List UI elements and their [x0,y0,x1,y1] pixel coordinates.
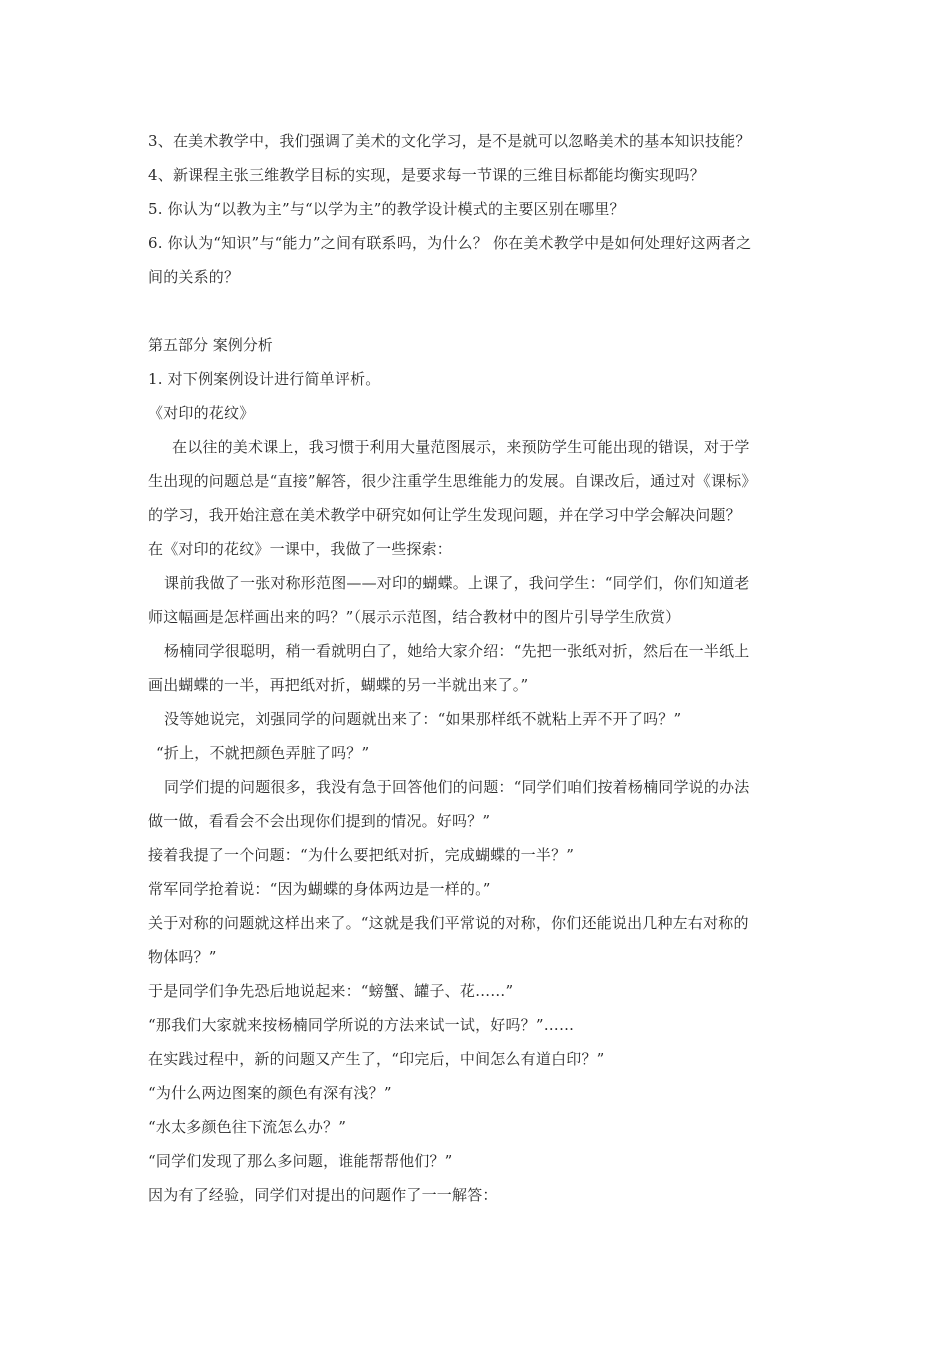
paragraph-line: 物体吗？” [148,948,217,966]
paragraph-line: 因为有了经验，同学们对提出的问题作了一一解答： [148,1186,498,1204]
paragraph-line: 同学们提的问题很多，我没有急于回答他们的问题：“同学们咱们按着杨楠同学说的办法 [164,778,750,796]
paragraph-line: “为什么两边图案的颜色有深有浅？” [148,1084,392,1102]
paragraph-line: 常军同学抢着说：“因为蝴蝶的身体两边是一样的。” [148,880,491,898]
question-5: 5. 你认为“以教为主”与“以学为主”的教学设计模式的主要区别在哪里？ [148,200,625,218]
paragraph-line: 杨楠同学很聪明，稍一看就明白了，她给大家介绍：“先把一张纸对折，然后在一半纸上 [164,642,750,660]
paragraph-line: 在实践过程中，新的问题又产生了，“印完后，中间怎么有道白印？” [148,1050,605,1068]
paragraph-line: 接着我提了一个问题：“为什么要把纸对折，完成蝴蝶的一半？” [148,846,575,864]
section-title: 第五部分 案例分析 [148,336,273,354]
question-6-line-2: 间的关系的？ [148,268,240,286]
document-content [148,124,812,1212]
paragraph-line: 生出现的问题总是“直接”解答，很少注重学生思维能力的发展。自课改后，通过对《课标》 [148,472,757,490]
paragraph-line: 的学习，我开始注意在美术教学中研究如何让学生发现问题，并在学习中学会解决问题？ [148,506,741,524]
spacer [148,294,812,328]
paragraph-line: 画出蝴蝶的一半，再把纸对折，蝴蝶的另一半就出来了。” [148,676,529,694]
paragraph-line: 在以往的美术课上，我习惯于利用大量范图展示，来预防学生可能出现的错误，对于学 [172,438,750,456]
paragraph-line: “折上，不就把颜色弄脏了吗？” [156,744,370,762]
paragraph-line: 师这幅画是怎样画出来的吗？”（展示示范图，结合教材中的图片引导学生欣赏） [148,608,681,626]
question-6-line-1: 6. 你认为“知识”与“能力”之间有联系吗，为什么？ 你在美术教学中是如何处理好这两者之 [148,234,752,252]
paragraph-line: 课前我做了一张对称形范图——对印的蝴蝶。上课了，我问学生：“同学们，你们知道老 [164,574,750,592]
paragraph-line: “同学们发现了那么多问题，谁能帮帮他们？” [148,1152,453,1170]
paragraph-line: “水太多颜色往下流怎么办？” [148,1118,347,1136]
paragraph-line: 于是同学们争先恐后地说起来：“螃蟹、罐子、花……” [148,982,514,1000]
section-item-1: 1. 对下例案例设计进行简单评析。 [148,370,381,388]
paragraph-line: “那我们大家就来按杨楠同学所说的方法来试一试，好吗？”…… [148,1016,575,1034]
paragraph-line: 在《对印的花纹》一课中，我做了一些探索： [148,540,453,558]
paragraph-line: 关于对称的问题就这样出来了。“这就是我们平常说的对称，你们还能说出几种左右对称的 [148,914,749,932]
paragraph-line: 做一做，看看会不会出现你们提到的情况。好吗？” [148,812,491,830]
case-title: 《对印的花纹》 [148,404,255,422]
paragraph-line: 没等她说完，刘强同学的问题就出来了：“如果那样纸不就粘上弄不开了吗？” [164,710,682,728]
question-4: 4、新课程主张三维教学目标的实现，是要求每一节课的三维目标都能均衡实现吗？ [148,166,705,184]
question-3: 3、在美术教学中，我们强调了美术的文化学习，是不是就可以忽略美术的基本知识技能？ [148,132,751,150]
